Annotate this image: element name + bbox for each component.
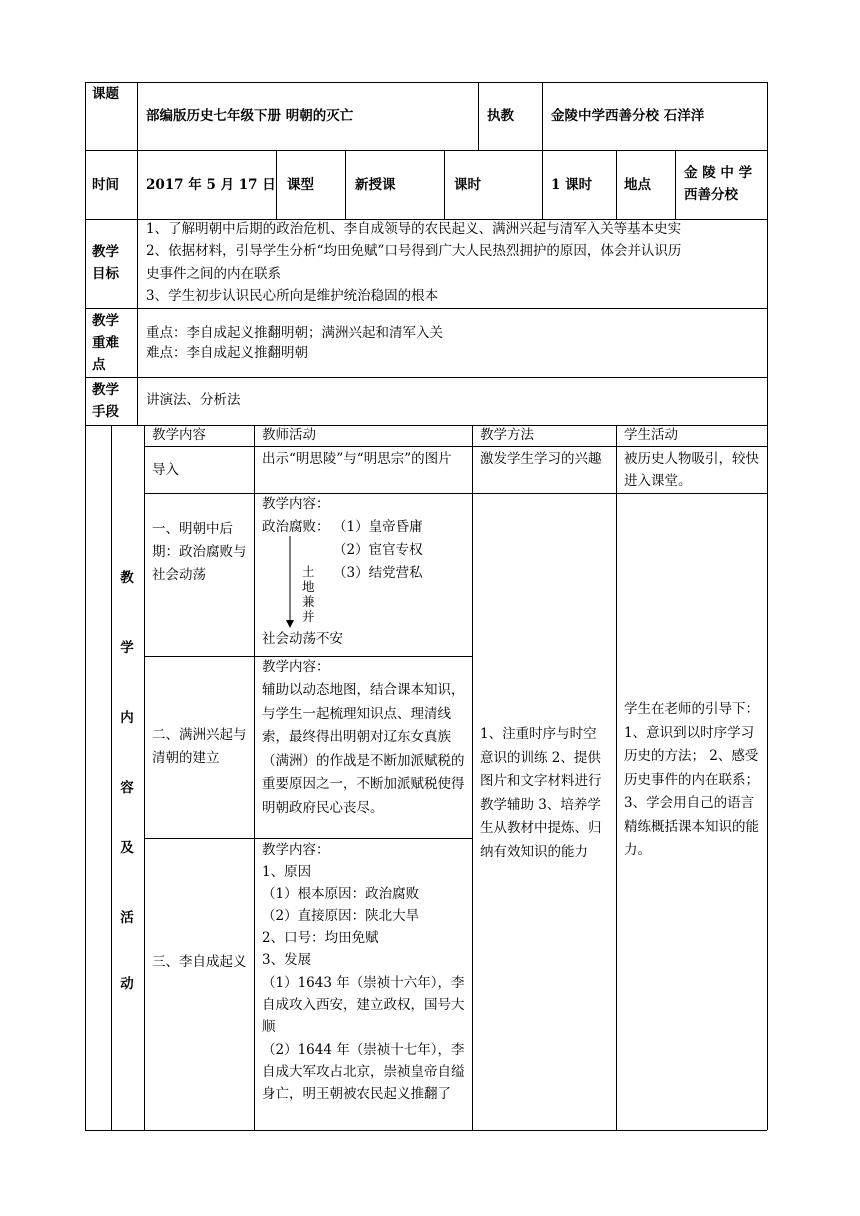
goal-line: 1、了解明朝中后期的政治危机、李自成领导的农民起义、满洲兴起与清军入关等基本史实: [146, 221, 682, 237]
section1-teacher-title: 教学内容：: [262, 496, 330, 512]
col-header-teacher: 教师活动: [262, 427, 316, 443]
teacher-value: 金陵中学西善分校 石洋洋: [551, 108, 705, 124]
goal-line: 3、学生初步认识民心所向是维护统治稳固的根本: [146, 288, 439, 304]
section3-development-2: （2）1644 年（崇祯十七年），李自成大军攻占北京，崇祯皇帝自缢身亡，明王朝被农民起义推翻了: [262, 1042, 465, 1102]
topic-value: 部编版历史七年级下册 明朝的灭亡: [146, 108, 354, 124]
side-char: 容: [120, 780, 134, 796]
hours-value: 1 课时: [551, 177, 593, 193]
goals-label: 教学目标: [92, 244, 119, 282]
section3-line: 教学内容：: [262, 842, 330, 858]
corruption-item: （2）宦官专权: [333, 542, 423, 558]
section3-line: （2）直接原因：陕北大旱: [262, 908, 420, 924]
arrow-char: 兼: [302, 594, 315, 609]
time-label: 时间: [92, 177, 119, 193]
section3-line: 1、原因: [262, 864, 312, 880]
topic-label: 课题: [92, 86, 119, 102]
section3-line: （1）根本原因：政治腐败: [262, 886, 420, 902]
type-label: 课型: [287, 177, 314, 193]
col-header-method: 教学方法: [480, 427, 534, 443]
section2-teacher-text: 辅助以动态地图，结合课本知识，与学生一起梳理知识点、理清线索，最终得出明朝对辽东女真族（满洲）的作战是不断加派赋税的重要原因之一，不断加派赋税使得明朝政府民心丧尽。: [262, 682, 465, 816]
hours-label: 课时: [454, 177, 481, 193]
time-value: 2017 年 5 月 17 日: [146, 177, 276, 193]
down-arrow-icon: [283, 536, 297, 630]
side-char: 教: [120, 570, 134, 586]
keypoints-label: 教学重难点: [92, 313, 119, 373]
side-char: 活: [120, 910, 134, 926]
col-header-content: 教学内容: [152, 427, 206, 443]
arrow-char: 并: [302, 609, 315, 624]
corruption-item: （3）结党营私: [333, 565, 423, 581]
section2-content: 二、满洲兴起与清朝的建立: [152, 727, 247, 766]
means-value: 讲演法、分析法: [146, 392, 241, 408]
teacher-label: 执教: [487, 108, 514, 124]
intro-teacher: 出示“明思陵”与“明思宗”的图片: [262, 451, 452, 467]
arrow-char: 土: [302, 564, 315, 579]
intro-content: 导入: [152, 462, 179, 478]
method-text: 1、注重时序与时空意识的训练 2、提供图片和文字材料进行教学辅助 3、培养学生从教材中提炼、归纳有效知识的能力: [480, 726, 602, 860]
side-char: 及: [120, 840, 134, 856]
means-label: 教学手段: [92, 382, 119, 420]
intro-method: 激发学生学习的兴趣: [480, 451, 602, 467]
col-header-student: 学生活动: [624, 427, 678, 443]
intro-student: 被历史人物吸引，较快进入课堂。: [624, 451, 759, 489]
section3-line: 3、发展: [262, 952, 312, 968]
side-char: 动: [120, 976, 134, 992]
section3-development-1: （1）1643 年（崇祯十六年），李自成攻入西安，建立政权，国号大顺: [262, 975, 465, 1035]
section3-line: 2、口号：均田免赋: [262, 930, 379, 946]
section1-content: 一、明朝中后期：政治腐败与社会动荡: [152, 521, 247, 583]
difficult-point: 难点：李自成起义推翻明朝: [146, 345, 308, 361]
side-char: 内: [120, 710, 134, 726]
corruption-label: 政治腐败：: [262, 519, 330, 535]
place-value: 金 陵 中 学 西善分校: [684, 165, 753, 203]
corruption-item: （1）皇帝昏庸: [333, 519, 423, 535]
key-point: 重点：李自成起义推翻明朝；满洲兴起和清军入关: [146, 325, 443, 341]
type-value: 新授课: [355, 177, 396, 193]
goal-line: 史事件之间的内在联系: [146, 266, 281, 282]
section3-content: 三、李自成起义: [152, 954, 247, 970]
place-label: 地点: [624, 177, 651, 193]
arrow-char: 地: [302, 579, 315, 594]
section2-teacher-title: 教学内容：: [262, 659, 330, 675]
goal-line: 2、依据材料，引导学生分析“均田免赋”口号得到广大人民热烈拥护的原因，体会并认识历: [146, 243, 682, 259]
section1-result: 社会动荡不安: [262, 631, 343, 647]
student-text: 学生在老师的引导下： 1、意识到以时序学习历史的方法； 2、感受历史事件的内在联系； 3、学会用自己的语言精练概括课本知识的能力。: [624, 701, 759, 858]
side-char: 学: [120, 640, 134, 656]
